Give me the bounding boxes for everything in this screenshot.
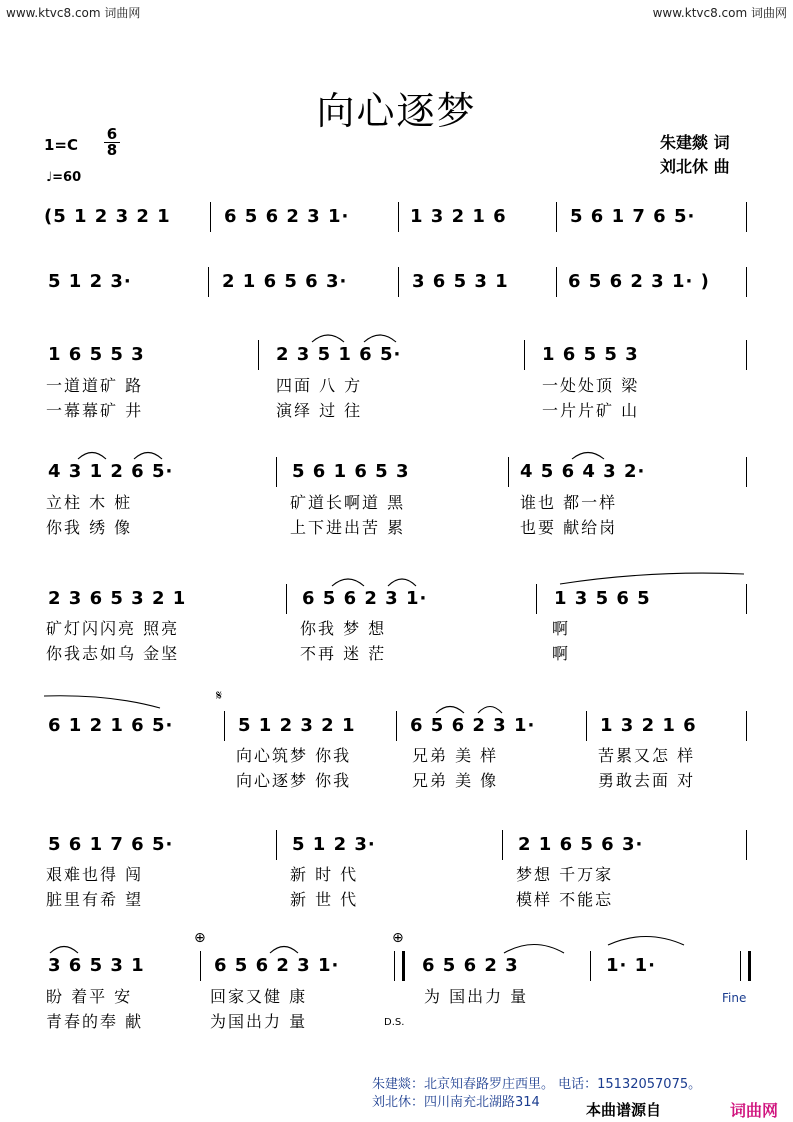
measure-8-3: 6 5 6 2 3 — [422, 955, 519, 976]
segno-icon: 𝄋 — [216, 688, 223, 704]
lyric-8-2a: 回家又健 康 — [210, 987, 308, 1006]
slur — [134, 453, 162, 460]
site-logo[interactable]: 词曲网 — [730, 1101, 779, 1120]
slur — [478, 707, 502, 714]
lyric-3-1b: 一幕幕矿 井 — [46, 401, 144, 420]
lyric-3-1a: 一道道矿 路 — [46, 376, 144, 395]
measure-5-3: 1 3 5 6 5 — [554, 588, 651, 609]
lyric-7-3b: 模样 不能忘 — [516, 890, 614, 909]
slur — [436, 707, 464, 714]
lyric-7-3a: 梦想 千万家 — [516, 865, 614, 884]
measure-1-4: 5 6 1 7 6 5· — [570, 206, 696, 227]
lyric-5-3b: 啊 — [552, 644, 571, 663]
slur — [608, 937, 684, 946]
lyric-6-1b: 向心逐梦 你我 — [236, 771, 352, 790]
slur — [364, 335, 396, 342]
footer-line-1: 朱建燚：北京知春路罗庄西里。 电话：15132057075。 — [372, 1077, 702, 1092]
measure-3-2: 2 3 5 1 6 5· — [276, 344, 402, 365]
lyricist: 朱建燚 词 — [660, 133, 730, 152]
lyric-5-2a: 你我 梦 想 — [300, 619, 387, 638]
slur — [44, 696, 160, 708]
watermark-right: www.ktvc8.com 词曲网 — [652, 6, 787, 20]
lyric-5-1b: 你我志如乌 金坚 — [46, 644, 180, 663]
measure-8-2: 6 5 6 2 3 1· — [214, 955, 340, 976]
measure-2-2: 2 1 6 5 6 3· — [222, 271, 348, 292]
lyric-7-1a: 艰难也得 闯 — [46, 865, 144, 884]
measure-5-2: 6 5 6 2 3 1· — [302, 588, 428, 609]
lyric-6-2a: 兄弟 美 样 — [412, 746, 499, 765]
slur — [270, 947, 298, 954]
measure-7-2: 5 1 2 3· — [292, 834, 376, 855]
measure-6-2: 5 1 2 3 2 1 — [238, 715, 356, 736]
lyric-6-3b: 勇敢去面 对 — [598, 771, 696, 790]
lyric-4-1b: 你我 绣 像 — [46, 518, 133, 537]
measure-2-3: 3 6 5 3 1 — [412, 271, 509, 292]
lyric-3-2a: 四面 八 方 — [276, 376, 363, 395]
measure-6-4: 1 3 2 1 6 — [600, 715, 697, 736]
measure-8-4: 1· 1· — [606, 955, 656, 976]
coda-icon: ⊕ — [392, 930, 404, 946]
watermark-left: www.ktvc8.com 词曲网 — [6, 6, 141, 20]
lyric-8-2b: 为国出力 量 — [210, 1012, 308, 1031]
source-label: 本曲谱源自 — [586, 1101, 662, 1119]
slur — [504, 945, 564, 954]
slur — [332, 579, 364, 586]
lyric-6-1a: 向心筑梦 你我 — [236, 746, 352, 765]
lyric-4-1a: 立柱 木 桩 — [46, 493, 133, 512]
measure-2-4: 6 5 6 2 3 1· ) — [568, 271, 710, 292]
measure-2-1: 5 1 2 3· — [48, 271, 132, 292]
lyric-7-2a: 新 时 代 — [290, 865, 359, 884]
measure-1-3: 1 3 2 1 6 — [410, 206, 507, 227]
song-title: 向心逐梦 — [316, 89, 477, 133]
measure-6-3: 6 5 6 2 3 1· — [410, 715, 536, 736]
lyric-8-1a: 盼 着平 安 — [46, 987, 133, 1006]
lyric-4-3b: 也要 献给岗 — [520, 518, 618, 537]
key-signature: 1=C — [44, 136, 79, 154]
lyric-7-1b: 脏里有希 望 — [46, 890, 144, 909]
lyric-5-3a: 啊 — [552, 619, 571, 638]
measure-8-1: 3 6 5 3 1 — [48, 955, 145, 976]
lyric-8-1b: 青春的奉 献 — [46, 1012, 144, 1031]
slur — [388, 579, 416, 586]
lyric-5-1a: 矿灯闪闪亮 照亮 — [46, 619, 180, 638]
lyric-3-3b: 一片片矿 山 — [542, 401, 640, 420]
slur — [572, 453, 604, 460]
lyric-3-3a: 一处处顶 梁 — [542, 376, 640, 395]
lyric-4-2a: 矿道长啊道 黑 — [290, 493, 406, 512]
lyric-8-3a: 为 国出力 量 — [424, 987, 529, 1006]
measure-1-2: 6 5 6 2 3 1· — [224, 206, 350, 227]
measure-5-1: 2 3 6 5 3 2 1 — [48, 588, 187, 609]
measure-4-3: 4 5 6 4 3 2· — [520, 461, 646, 482]
tempo-value: =60 — [52, 170, 82, 185]
slur — [50, 947, 78, 954]
measure-7-3: 2 1 6 5 6 3· — [518, 834, 644, 855]
lyric-5-2b: 不再 迷 茫 — [300, 644, 387, 663]
lyric-6-3a: 苦累又怎 样 — [598, 746, 696, 765]
measure-6-1: 6 1 2 1 6 5· — [48, 715, 174, 736]
ds-marking: D.S. — [384, 1017, 405, 1028]
slur — [312, 335, 344, 342]
measure-7-1: 5 6 1 7 6 5· — [48, 834, 174, 855]
measure-3-1: 1 6 5 5 3 — [48, 344, 145, 365]
time-signature-bottom: 8 — [104, 142, 120, 158]
measure-4-1: 4 3 1 2 6 5· — [48, 461, 174, 482]
lyric-4-2b: 上下进出苦 累 — [290, 518, 406, 537]
quarter-note-icon: ♩ — [46, 170, 53, 185]
time-signature-top: 6 — [106, 125, 118, 143]
measure-4-2: 5 6 1 6 5 3 — [292, 461, 410, 482]
composer: 刘北休 曲 — [660, 157, 730, 176]
footer-line-2: 刘北休：四川南充北湖路314 — [372, 1095, 540, 1110]
lyric-6-2b: 兄弟 美 像 — [412, 771, 499, 790]
slur — [78, 453, 106, 460]
fine-marking: Fine — [722, 991, 747, 1005]
measure-3-3: 1 6 5 5 3 — [542, 344, 639, 365]
slur — [560, 573, 744, 584]
measure-1-1: (5 1 2 3 2 1 — [44, 206, 171, 227]
lyric-7-2b: 新 世 代 — [290, 890, 359, 909]
lyric-3-2b: 演绎 过 往 — [276, 401, 363, 420]
lyric-4-3a: 谁也 都一样 — [520, 493, 618, 512]
coda-icon: ⊕ — [194, 930, 206, 946]
